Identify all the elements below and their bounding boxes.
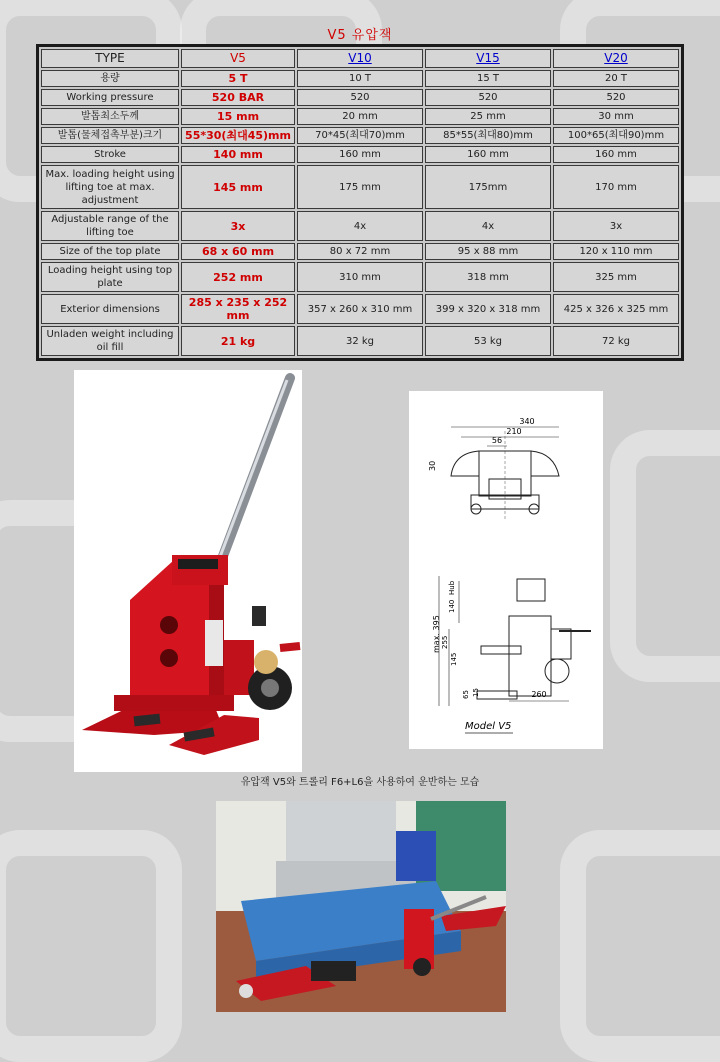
dim-label: 145 bbox=[450, 652, 458, 666]
jack-photo bbox=[74, 370, 302, 772]
header-type: TYPE bbox=[41, 49, 179, 68]
machine-transport-photo bbox=[216, 801, 506, 1012]
row-label: Unladen weight including oil fill bbox=[41, 326, 179, 356]
cell-v5: 55*30(최대45)mm bbox=[181, 127, 295, 144]
cell-v20: 520 bbox=[553, 89, 679, 106]
table-row bbox=[41, 89, 679, 106]
row-label: Stroke bbox=[41, 146, 179, 163]
table-row bbox=[41, 127, 679, 144]
cell-v20: 100*65(최대90)mm bbox=[553, 127, 679, 144]
dim-label: 210 bbox=[506, 427, 522, 436]
cell-v5: 285 x 235 x 252 mm bbox=[181, 294, 295, 324]
row-label: Loading height using top plate bbox=[41, 262, 179, 292]
row-label: 발톱최소두께 bbox=[41, 108, 179, 125]
cell-v15: 520 bbox=[425, 89, 551, 106]
cell-v10: 70*45(최대70)mm bbox=[297, 127, 423, 144]
cell-v15: 399 x 320 x 318 mm bbox=[425, 294, 551, 324]
row-label: Size of the top plate bbox=[41, 243, 179, 260]
dim-label: max. 395 bbox=[432, 615, 441, 653]
technical-drawing bbox=[409, 391, 603, 749]
spec-table bbox=[36, 44, 684, 361]
header-v10 bbox=[297, 49, 423, 68]
cell-v15: 4x bbox=[425, 211, 551, 241]
cell-v10: 357 x 260 x 310 mm bbox=[297, 294, 423, 324]
dim-label: 65 bbox=[462, 690, 470, 699]
row-label: Working pressure bbox=[41, 89, 179, 106]
cell-v15: 318 mm bbox=[425, 262, 551, 292]
header-v5: V5 bbox=[181, 49, 295, 68]
dimension-drawing bbox=[409, 391, 603, 749]
cell-v15: 85*55(최대80)mm bbox=[425, 127, 551, 144]
header-v20 bbox=[553, 49, 679, 68]
cell-v15: 95 x 88 mm bbox=[425, 243, 551, 260]
background-watermark bbox=[0, 830, 182, 1062]
row-label: 발톱(물체접촉부분)크기 bbox=[41, 127, 179, 144]
header-v15 bbox=[425, 49, 551, 68]
background-watermark bbox=[610, 430, 720, 682]
cell-v15: 25 mm bbox=[425, 108, 551, 125]
cell-v5: 145 mm bbox=[181, 165, 295, 209]
cell-v10: 32 kg bbox=[297, 326, 423, 356]
cell-v10: 310 mm bbox=[297, 262, 423, 292]
table-header-row bbox=[41, 49, 679, 68]
table-row bbox=[41, 211, 679, 241]
link-v10[interactable]: V10 bbox=[348, 51, 372, 65]
link-v20[interactable]: V20 bbox=[604, 51, 628, 65]
cell-v15: 175mm bbox=[425, 165, 551, 209]
table-row bbox=[41, 146, 679, 163]
cell-v5: 3x bbox=[181, 211, 295, 241]
cell-v5: 252 mm bbox=[181, 262, 295, 292]
table-row bbox=[41, 108, 679, 125]
page-title: V5 유압잭 bbox=[327, 28, 393, 43]
row-label: Exterior dimensions bbox=[41, 294, 179, 324]
background-watermark bbox=[560, 830, 720, 1062]
cell-v15: 160 mm bbox=[425, 146, 551, 163]
model-label: Model V5 bbox=[465, 721, 512, 732]
cell-v10: 175 mm bbox=[297, 165, 423, 209]
cell-v15: 15 T bbox=[425, 70, 551, 87]
cell-v10: 4x bbox=[297, 211, 423, 241]
dim-label: 340 bbox=[519, 417, 535, 426]
hydraulic-jack-illustration bbox=[74, 370, 302, 772]
table-row bbox=[41, 294, 679, 324]
cell-v5: 68 x 60 mm bbox=[181, 243, 295, 260]
dim-label: 30 bbox=[428, 460, 437, 471]
photo-caption: 유압잭 V5와 트롤리 F6+L6을 사용하여 운반하는 모습 bbox=[240, 777, 480, 788]
link-v15[interactable]: V15 bbox=[476, 51, 500, 65]
cell-v10: 520 bbox=[297, 89, 423, 106]
cell-v20: 120 x 110 mm bbox=[553, 243, 679, 260]
dim-label: 15 bbox=[472, 688, 480, 697]
dim-label: Hub bbox=[448, 580, 456, 595]
cell-v5: 5 T bbox=[181, 70, 295, 87]
cell-v10: 10 T bbox=[297, 70, 423, 87]
cell-v15: 53 kg bbox=[425, 326, 551, 356]
cell-v5: 21 kg bbox=[181, 326, 295, 356]
cell-v10: 80 x 72 mm bbox=[297, 243, 423, 260]
dim-label: 56 bbox=[491, 436, 503, 445]
table-row bbox=[41, 243, 679, 260]
cell-v20: 30 mm bbox=[553, 108, 679, 125]
machine-on-trolley-illustration bbox=[216, 801, 506, 1012]
row-label: Adjustable range of the lifting toe bbox=[41, 211, 179, 241]
dim-label: 140 bbox=[448, 599, 456, 613]
cell-v20: 72 kg bbox=[553, 326, 679, 356]
cell-v20: 160 mm bbox=[553, 146, 679, 163]
table-row bbox=[41, 70, 679, 87]
cell-v20: 170 mm bbox=[553, 165, 679, 209]
cell-v10: 20 mm bbox=[297, 108, 423, 125]
row-label: 용량 bbox=[41, 70, 179, 87]
dim-label: 260 bbox=[531, 690, 547, 699]
dim-label: 255 bbox=[441, 635, 449, 649]
cell-v20: 425 x 326 x 325 mm bbox=[553, 294, 679, 324]
cell-v10: 160 mm bbox=[297, 146, 423, 163]
cell-v20: 3x bbox=[553, 211, 679, 241]
cell-v5: 520 BAR bbox=[181, 89, 295, 106]
table-row bbox=[41, 165, 679, 209]
cell-v20: 325 mm bbox=[553, 262, 679, 292]
row-label: Max. loading height using lifting toe at max. adjustment bbox=[41, 165, 179, 209]
table-row bbox=[41, 262, 679, 292]
cell-v20: 20 T bbox=[553, 70, 679, 87]
cell-v5: 15 mm bbox=[181, 108, 295, 125]
table-row bbox=[41, 326, 679, 356]
cell-v5: 140 mm bbox=[181, 146, 295, 163]
